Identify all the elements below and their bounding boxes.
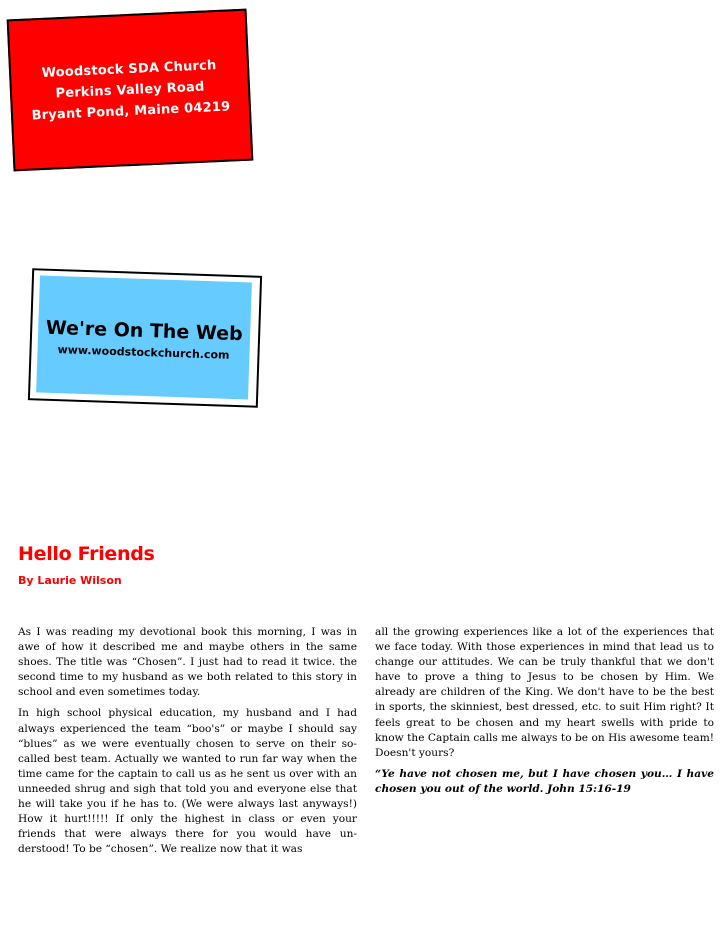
website-heading: We're On The Web: [45, 316, 243, 346]
article-byline: By Laurie Wilson: [18, 574, 122, 587]
website-url[interactable]: www.woodstockchurch.com: [57, 343, 230, 362]
scripture-verse: “Ye have not chosen me, but I have chosen you… I have chosen you out of the world. John 15:16-19: [375, 767, 714, 795]
article-column-right: [375, 625, 714, 803]
church-address-box: [7, 9, 254, 172]
address-line-street: Perkins Valley Road: [55, 79, 205, 101]
address-line-name: Woodstock SDA Church: [41, 57, 217, 81]
article-paragraph: all the growing experiences like a lot of the experiences that we face today. With those experiences in mind that lead us to change our attitudes. We can be truly thankful that we don't have to prove a thing to Jesus to be chosen by Him. We already are children of the King. We don't have to be the best in sports, the skinniest, best dressed, etc. to suit Him right? It feels great to be chosen and my heart swells with pride to know the Captain calls me always to be on His awesome team! Doesn't yours?: [375, 626, 714, 759]
article-column-left: [18, 625, 357, 863]
website-box-inner: [36, 275, 252, 399]
website-box: [28, 268, 262, 408]
article-title: Hello Friends: [18, 543, 155, 565]
address-line-city: Bryant Pond, Maine 04219: [31, 98, 231, 123]
article-paragraph: As I was reading my devotional book this morning, I was in awe of how it described me and maybe others in the same shoes. The title was “Chosen”. I just had to read it twice. the second time to my husband as we both related to this story in school and even sometimes today.: [18, 626, 357, 699]
article-paragraph: In high school physical education, my husband and I had always experienced the team “boo's” or maybe I should say “blues” as we were eventually chosen to serve on their so-called best team. Actually we wanted to run far way when the time came for the captain to call us as he sent us over with an unneeded shrug and sigh that told you and everyone else that he will take you if he has to. (We were always last anyways!) How it hurt!!!!! If only the highest in class or even your friends that were always there for you would have understood! To be “chosen”. We realize now that it was: [18, 707, 357, 856]
